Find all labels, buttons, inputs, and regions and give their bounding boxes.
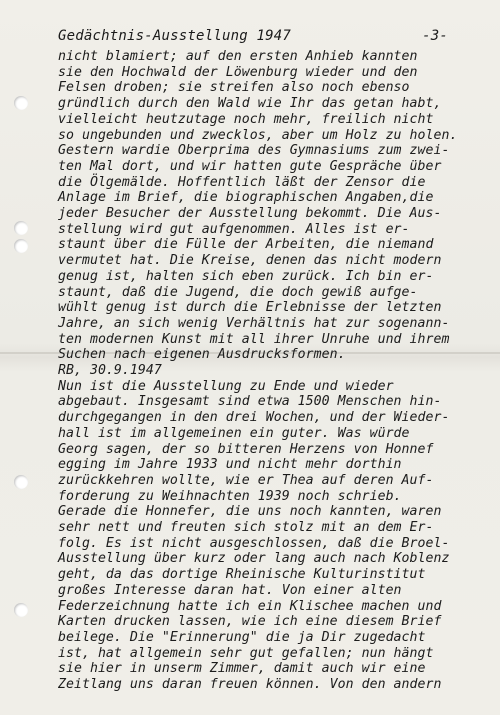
text-line: Suchen nach eigenen Ausdrucksformen.: [58, 347, 346, 363]
page-header: [58, 28, 448, 44]
text-line: so ungebunden und zwecklos, aber um Holz zu holen.: [58, 127, 458, 143]
text-line: Gestern wardie Oberprima des Gymnasiums zum zwei-: [58, 143, 450, 159]
text-line: durchgegangen in den drei Wochen, und der Wieder-: [58, 410, 450, 426]
text-line: vielleicht heutzutage noch mehr, freilich nicht: [58, 111, 434, 127]
text-line: Anlage im Brief, die biographischen Angaben,die: [58, 190, 434, 206]
text-line: zurückkehren wollte, wie er Thea auf deren Auf-: [58, 472, 434, 488]
text-line: nicht blamiert; auf den ersten Anhieb kannten: [58, 49, 418, 64]
text-line: Gerade die Honnefer, die uns noch kannten, waren: [58, 504, 442, 520]
punch-hole: [14, 221, 28, 235]
text-line: hall ist im allgemeinen ein guter. Was würde: [58, 425, 410, 441]
text-line: folg. Es ist nicht ausgeschlossen, daß die Broel-: [58, 535, 450, 551]
text-line: Nun ist die Ausstellung zu Ende und wieder: [58, 378, 394, 394]
page-number: -3-: [422, 28, 448, 44]
text-line: forderung zu Weihnachten 1939 noch schrieb.: [58, 488, 402, 504]
text-line: egging im Jahre 1933 und nicht mehr dorthin: [58, 457, 402, 473]
text-line: genug ist, halten sich eben zurück. Ich bin er-: [58, 268, 434, 284]
text-line: Zeitlang uns daran freuen können. Von den andern: [58, 677, 442, 693]
text-line: Federzeichnung hatte ich ein Klischee machen und: [58, 598, 442, 614]
text-line: sie den Hochwald der Löwenburg wieder und den: [58, 64, 418, 80]
text-line: staunt, daß die Jugend, die doch gewiß aufge-: [58, 284, 418, 300]
text-line: Ausstellung über kurz oder lang auch nach Koblenz: [58, 551, 450, 567]
text-line: sie hier in unserm Zimmer, damit auch wir eine: [58, 661, 426, 677]
text-line: gründlich durch den Wald wie Ihr das getan habt,: [58, 96, 442, 112]
text-line: beilege. Die "Erinnerung" die ja Dir zugedacht: [58, 629, 426, 645]
text-line: vermutet hat. Die Kreise, denen das nicht modern: [58, 253, 442, 269]
text-line: jeder Besucher der Ausstellung bekommt. Die Aus-: [58, 206, 442, 222]
punch-hole: [14, 96, 28, 110]
text-line: ten Mal dort, und wir hatten gute Gespräche über: [58, 158, 442, 174]
paragraph-2: [58, 363, 478, 693]
document-title: Gedächtnis-Ausstellung 1947: [58, 28, 291, 44]
text-line: ist, hat allgemein sehr gut gefallen; nun hängt: [58, 645, 434, 661]
punch-hole: [14, 239, 28, 253]
text-line: sehr nett und freuten sich stolz mit an dem Er-: [58, 520, 434, 536]
text-line: geht, da das dortige Rheinische Kulturinstitut: [58, 567, 426, 583]
text-line: Jahre, an sich wenig Verhältnis hat zur sogenann-: [58, 315, 450, 331]
text-line: staunt über die Fülle der Arbeiten, die niemand: [58, 237, 434, 253]
text-line: die Ölgemälde. Hoffentlich läßt der Zensor die: [58, 174, 426, 190]
text-line: ten modernen Kunst mit all ihrer Unruhe und ihrem: [58, 331, 450, 347]
text-line: abgebaut. Insgesamt sind etwa 1500 Menschen hin-: [58, 394, 442, 410]
text-line: großes Interesse daran hat. Von einer alten: [58, 582, 402, 598]
text-line: wühlt genug ist durch die Erlebnisse der letzten: [58, 300, 442, 316]
punch-hole: [14, 475, 28, 489]
text-line: Felsen droben; sie streifen also noch ebenso: [58, 80, 410, 96]
letter-date: RB, 30.9.1947: [58, 363, 162, 378]
paragraph-2-body: [58, 379, 478, 693]
paragraph-1: [58, 49, 478, 363]
text-line: stellung wird gut aufgenommen. Alles ist er-: [58, 221, 410, 237]
text-line: Karten drucken lassen, wie ich eine diesem Brief: [58, 614, 442, 630]
text-line: Georg sagen, der so bitteren Herzens von Honnef: [58, 441, 434, 457]
punch-hole: [14, 603, 28, 617]
